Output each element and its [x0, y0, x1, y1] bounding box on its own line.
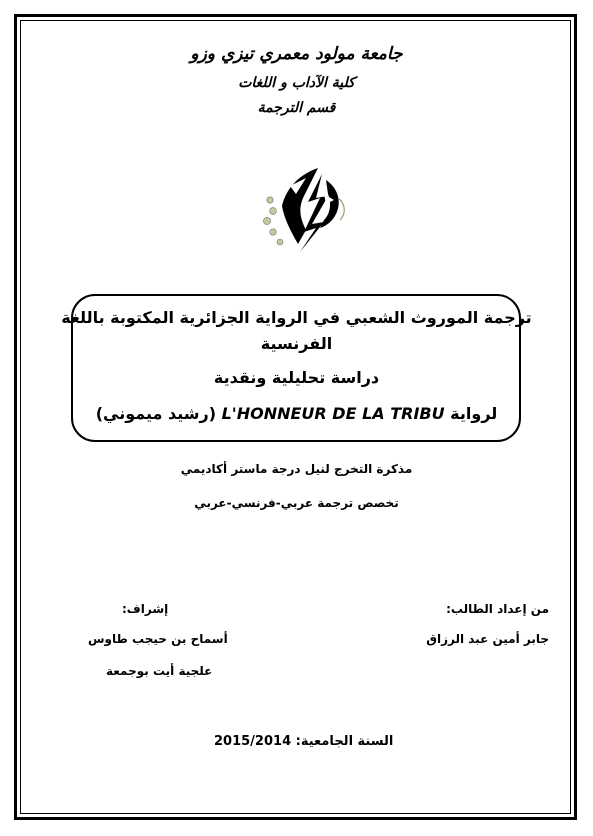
academic-year-value: 2015/2014	[214, 734, 292, 749]
university-logo-icon	[260, 158, 352, 258]
student-label: من إعداد الطالب:	[446, 602, 549, 616]
specialty-line: تخصص ترجمة عربي-فرنسي-عربي	[194, 496, 399, 510]
novel-title: L'HONNEUR DE LA TRIBU	[221, 404, 445, 423]
department-name: قسم الترجمة	[257, 100, 336, 116]
thesis-subtitle: دراسة تحليلية ونقدية	[213, 368, 380, 387]
supervisor-name-1: أسماح بن حيجب طاوس	[88, 632, 228, 646]
novel-line	[0, 404, 593, 423]
student-name: جابر أمين عبد الرزاق	[426, 632, 549, 646]
supervisor-name-2: علجية أيت بوجمعة	[106, 664, 213, 678]
degree-line: مذكرة التخرج لنيل درجة ماستر أكاديمي	[180, 462, 413, 476]
supervision-label: إشراف:	[122, 602, 169, 616]
thesis-title-line2: الفرنسية	[260, 334, 333, 353]
academic-year-label: السنة الجامعية:	[295, 734, 394, 749]
university-name: جامعة مولود معمري تيزي وزو	[190, 44, 403, 64]
faculty-name: كلية الآداب و اللغات	[238, 75, 355, 91]
academic-year	[214, 734, 393, 749]
novel-author: (رشيد ميموني)	[95, 404, 217, 423]
thesis-title-line1: ترجمة الموروث الشعبي في الرواية الجزائرية المكتوبة باللغة	[61, 308, 532, 327]
novel-prefix: لرواية	[450, 404, 498, 423]
